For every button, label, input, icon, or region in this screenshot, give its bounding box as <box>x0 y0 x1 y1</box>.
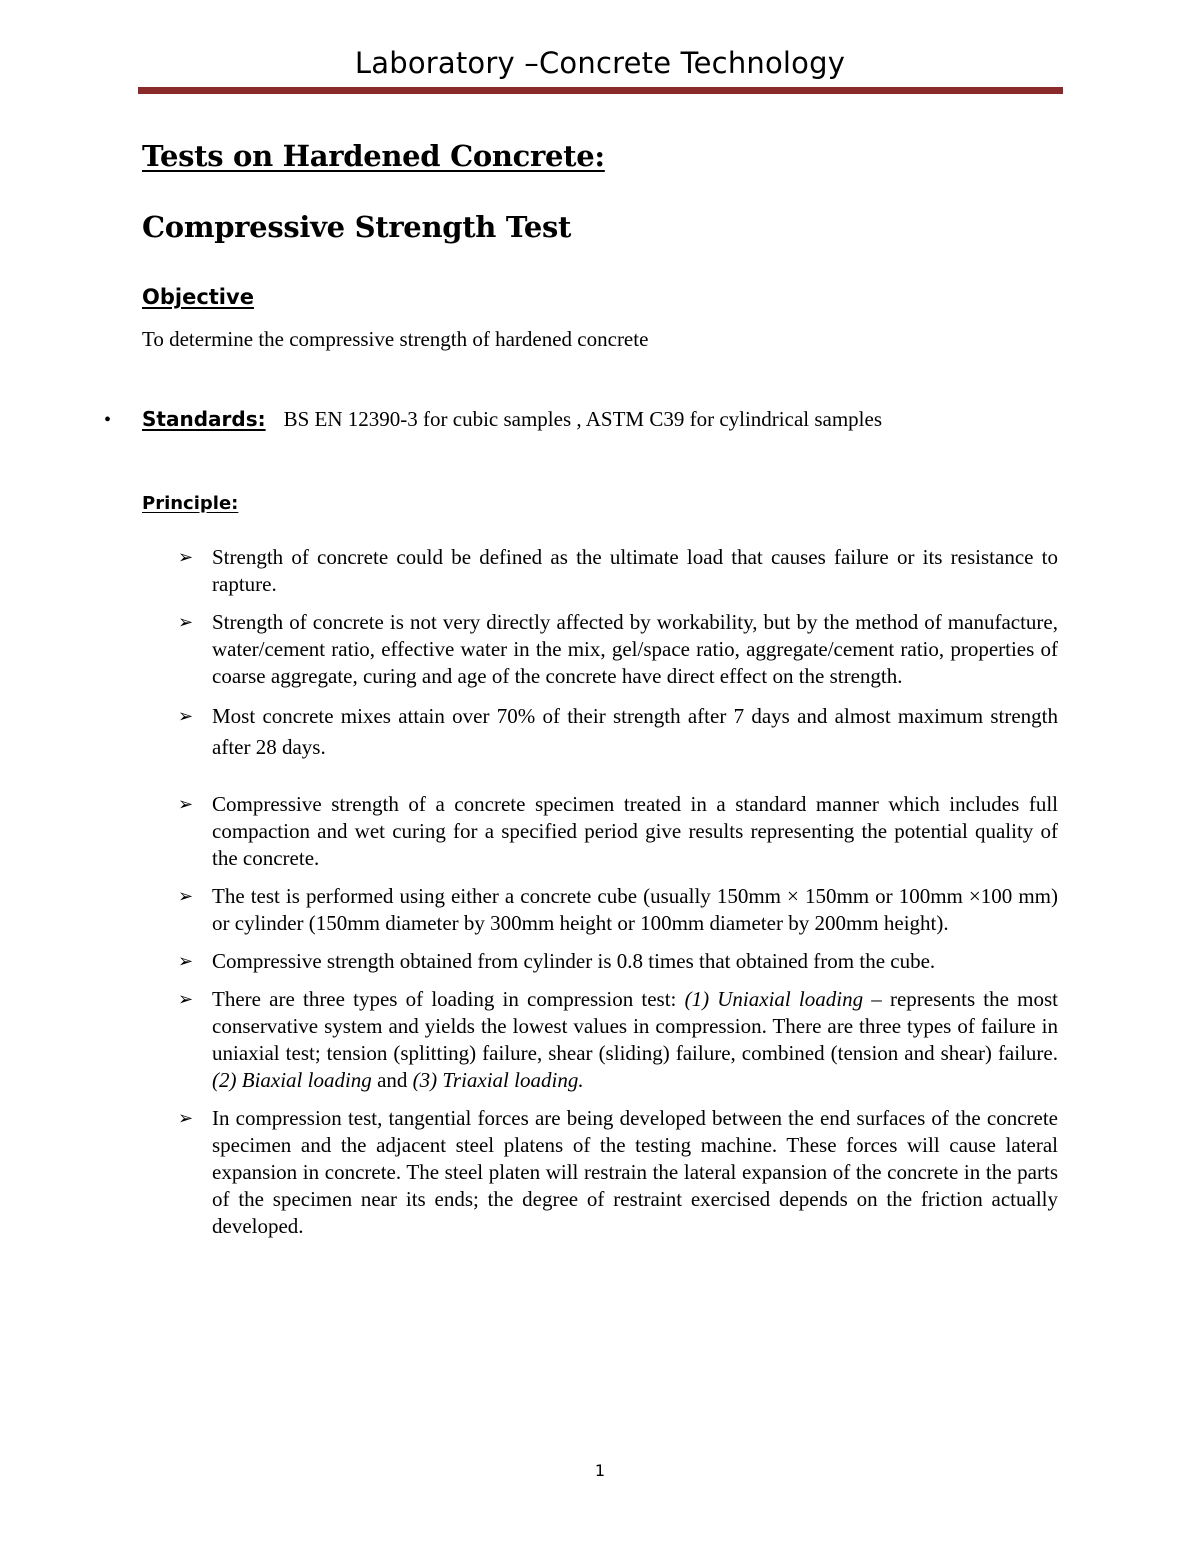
list-item-emphasis: (3) Triaxial loading. <box>412 1068 584 1092</box>
list-item-emphasis: (2) Biaxial loading <box>212 1068 372 1092</box>
list-item-text: Strength of concrete could be defined as the ultimate load that causes failure or its resistance to rapture. <box>212 545 1058 596</box>
principle-heading: Principle: <box>142 493 239 514</box>
list-item <box>178 609 1058 690</box>
arrow-bullet-icon: ➢ <box>178 794 194 815</box>
list-item-text-part: and <box>371 1068 413 1092</box>
arrow-bullet-icon: ➢ <box>178 951 194 972</box>
arrow-bullet-icon: ➢ <box>178 612 194 633</box>
arrow-bullet-icon: ➢ <box>178 547 194 568</box>
objective-text: To determine the compressive strength of hardened concrete <box>142 327 649 351</box>
page-number: 1 <box>594 1461 606 1480</box>
list-item <box>178 986 1058 1094</box>
list-item <box>178 1105 1058 1240</box>
list-item-text: Compressive strength of a concrete specimen treated in a standard manner which includes full compaction and wet curing for a specified period give results representing the potential quality of the concrete. <box>212 792 1058 870</box>
arrow-bullet-icon: ➢ <box>178 1108 194 1129</box>
list-item <box>178 948 1058 975</box>
list-item <box>178 544 1058 598</box>
list-item-emphasis: (1) Uniaxial loading <box>684 987 864 1011</box>
standards-row <box>104 407 1004 432</box>
standards-text: BS EN 12390-3 for cubic samples , ASTM C39 for cylindrical samples <box>283 407 883 431</box>
arrow-bullet-icon: ➢ <box>178 989 194 1010</box>
list-item <box>178 701 1058 763</box>
list-item-text-part: There are three types of loading in compression test: <box>212 987 685 1011</box>
list-item-text: The test is performed using either a concrete cube (usually 150mm × 150mm or 100mm ×100 mm) or cylinder (150mm diameter by 300mm height or 100mm diameter by 200mm height). <box>212 884 1058 935</box>
header-divider <box>138 87 1063 94</box>
document-subtitle: Compressive Strength Test <box>142 210 572 244</box>
list-item-text-part: – represents the most conservative system and yields the lowest values in compression. There are three types of failure in uniaxial test; tension (splitting) failure, shear (sliding) failure, combined (tension and shear) failure. <box>212 987 1058 1065</box>
page-header-title: Laboratory –Concrete Technology <box>354 46 846 80</box>
objective-heading: Objective <box>142 285 254 309</box>
list-item-text: Most concrete mixes attain over 70% of their strength after 7 days and almost maximum strength after 28 days. <box>212 704 1058 759</box>
arrow-bullet-icon: ➢ <box>178 886 194 907</box>
bullet-dot-icon: • <box>104 409 112 431</box>
list-item <box>178 883 1058 937</box>
list-item-text: In compression test, tangential forces are being developed between the end surfaces of the concrete specimen and the adjacent steel platens of the testing machine. These forces will cause lateral expansion in concrete. The steel platen will restrain the lateral expansion of the concrete in the parts of the specimen near its ends; the degree of restraint exercised depends on the friction actually developed. <box>212 1106 1058 1238</box>
list-item-text: Strength of concrete is not very directly affected by workability, but by the method of manufacture, water/cement ratio, effective water in the mix, gel/space ratio, aggregate/cement ratio, properties of coarse aggregate, curing and age of the concrete have direct effect on the strength. <box>212 610 1058 688</box>
arrow-bullet-icon: ➢ <box>178 706 194 727</box>
list-item-text: Compressive strength obtained from cylinder is 0.8 times that obtained from the cube. <box>212 949 936 973</box>
list-item <box>178 791 1058 872</box>
principle-list <box>178 544 1058 1251</box>
document-title: Tests on Hardened Concrete: <box>142 139 605 173</box>
standards-label: Standards: <box>142 407 266 431</box>
